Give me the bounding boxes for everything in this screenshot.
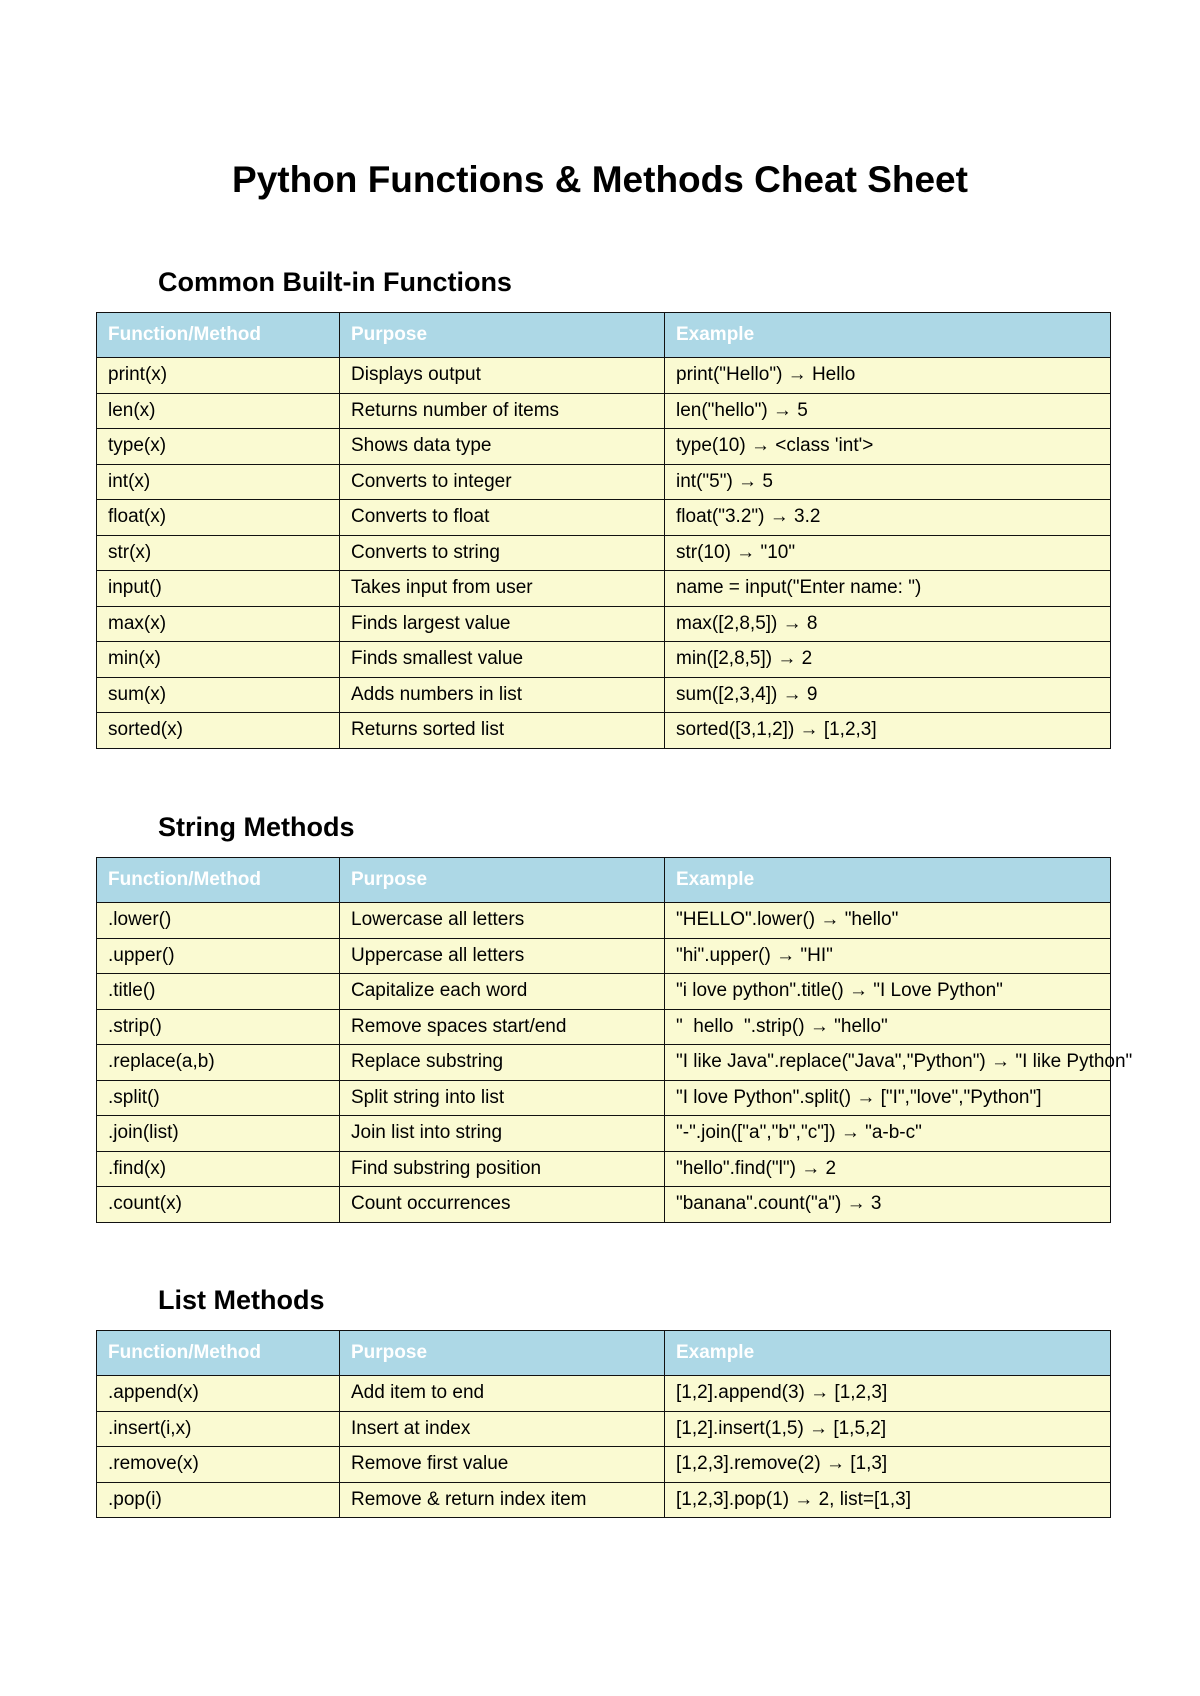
example-cell: sorted([3,1,2]) → [1,2,3]	[665, 713, 1111, 749]
table-row	[97, 677, 1111, 713]
example-cell: name = input("Enter name: ")	[665, 571, 1111, 607]
function-cell: .append(x)	[97, 1376, 340, 1412]
table-row	[97, 974, 1111, 1010]
column-header-example: Example	[665, 1331, 1111, 1376]
table-header-row	[97, 858, 1111, 903]
table-row	[97, 938, 1111, 974]
purpose-cell: Finds largest value	[340, 606, 665, 642]
column-header-example: Example	[665, 858, 1111, 903]
function-cell: .insert(i,x)	[97, 1411, 340, 1447]
example-cell: "I love Python".split() → ["I","love","Python"]	[665, 1080, 1111, 1116]
function-cell: .count(x)	[97, 1187, 340, 1223]
table-row	[97, 535, 1111, 571]
column-header-function: Function/Method	[97, 858, 340, 903]
function-cell: print(x)	[97, 358, 340, 394]
purpose-cell: Count occurrences	[340, 1187, 665, 1223]
purpose-cell: Displays output	[340, 358, 665, 394]
string-methods-table	[96, 857, 1133, 1223]
function-cell: type(x)	[97, 429, 340, 465]
function-cell: min(x)	[97, 642, 340, 678]
section-heading-list-methods: List Methods	[158, 1285, 325, 1315]
table-header-row	[97, 1331, 1111, 1376]
example-cell: "HELLO".lower() → "hello"	[665, 903, 1111, 939]
example-cell: min([2,8,5]) → 2	[665, 642, 1111, 678]
table-row	[97, 1080, 1111, 1116]
example-cell: print("Hello") → Hello	[665, 358, 1111, 394]
table-row	[97, 606, 1111, 642]
function-cell: .split()	[97, 1080, 340, 1116]
table-row	[97, 1411, 1111, 1447]
function-cell: .title()	[97, 974, 340, 1010]
section-heading-built-in-functions: Common Built-in Functions	[158, 267, 512, 297]
example-cell: "hi".upper() → "HI"	[665, 938, 1111, 974]
purpose-cell: Remove spaces start/end	[340, 1009, 665, 1045]
section-heading-string-methods: String Methods	[158, 812, 355, 842]
function-cell: len(x)	[97, 393, 340, 429]
purpose-cell: Converts to string	[340, 535, 665, 571]
example-cell: type(10) → <class 'int'>	[665, 429, 1111, 465]
example-cell: len("hello") → 5	[665, 393, 1111, 429]
function-cell: .remove(x)	[97, 1447, 340, 1483]
purpose-cell: Shows data type	[340, 429, 665, 465]
table-row	[97, 642, 1111, 678]
function-cell: max(x)	[97, 606, 340, 642]
function-cell: float(x)	[97, 500, 340, 536]
function-cell: str(x)	[97, 535, 340, 571]
example-cell: [1,2].append(3) → [1,2,3]	[665, 1376, 1111, 1412]
table-row	[97, 393, 1111, 429]
table-row	[97, 1045, 1111, 1081]
example-cell: int("5") → 5	[665, 464, 1111, 500]
example-cell: "i love python".title() → "I Love Python"	[665, 974, 1111, 1010]
purpose-cell: Join list into string	[340, 1116, 665, 1152]
purpose-cell: Finds smallest value	[340, 642, 665, 678]
example-cell: [1,2].insert(1,5) → [1,5,2]	[665, 1411, 1111, 1447]
purpose-cell: Split string into list	[340, 1080, 665, 1116]
purpose-cell: Add item to end	[340, 1376, 665, 1412]
example-cell: "banana".count("a") → 3	[665, 1187, 1111, 1223]
column-header-function: Function/Method	[97, 313, 340, 358]
example-cell: "I like Java".replace("Java","Python") → "I like Python"	[665, 1045, 1111, 1081]
table-row	[97, 500, 1111, 536]
function-cell: input()	[97, 571, 340, 607]
purpose-cell: Converts to integer	[340, 464, 665, 500]
column-header-purpose: Purpose	[340, 858, 665, 903]
table-row	[97, 571, 1111, 607]
function-cell: .find(x)	[97, 1151, 340, 1187]
purpose-cell: Takes input from user	[340, 571, 665, 607]
table-row	[97, 429, 1111, 465]
example-cell: sum([2,3,4]) → 9	[665, 677, 1111, 713]
function-cell: .upper()	[97, 938, 340, 974]
table-row	[97, 1482, 1111, 1518]
table-row	[97, 1187, 1111, 1223]
table-row	[97, 1376, 1111, 1412]
list-methods-table	[96, 1330, 1111, 1518]
purpose-cell: Remove & return index item	[340, 1482, 665, 1518]
table-row	[97, 1151, 1111, 1187]
example-cell: max([2,8,5]) → 8	[665, 606, 1111, 642]
table-row	[97, 713, 1111, 749]
function-cell: int(x)	[97, 464, 340, 500]
column-header-purpose: Purpose	[340, 1331, 665, 1376]
purpose-cell: Uppercase all letters	[340, 938, 665, 974]
example-cell: float("3.2") → 3.2	[665, 500, 1111, 536]
column-header-example: Example	[665, 313, 1111, 358]
purpose-cell: Remove first value	[340, 1447, 665, 1483]
purpose-cell: Returns number of items	[340, 393, 665, 429]
purpose-cell: Adds numbers in list	[340, 677, 665, 713]
table-header-row	[97, 313, 1111, 358]
function-cell: sum(x)	[97, 677, 340, 713]
table-row	[97, 903, 1111, 939]
function-cell: .pop(i)	[97, 1482, 340, 1518]
function-cell: .strip()	[97, 1009, 340, 1045]
purpose-cell: Converts to float	[340, 500, 665, 536]
purpose-cell: Capitalize each word	[340, 974, 665, 1010]
purpose-cell: Returns sorted list	[340, 713, 665, 749]
purpose-cell: Insert at index	[340, 1411, 665, 1447]
example-cell: " hello ".strip() → "hello"	[665, 1009, 1111, 1045]
function-cell: sorted(x)	[97, 713, 340, 749]
table-row	[97, 1009, 1111, 1045]
column-header-purpose: Purpose	[340, 313, 665, 358]
purpose-cell: Lowercase all letters	[340, 903, 665, 939]
example-cell: str(10) → "10"	[665, 535, 1111, 571]
column-header-function: Function/Method	[97, 1331, 340, 1376]
example-cell: [1,2,3].pop(1) → 2, list=[1,3]	[665, 1482, 1111, 1518]
built-in-functions-table	[96, 312, 1111, 749]
function-cell: .lower()	[97, 903, 340, 939]
table-row	[97, 1447, 1111, 1483]
page-title: Python Functions & Methods Cheat Sheet	[232, 159, 968, 200]
example-cell: "-".join(["a","b","c"]) → "a-b-c"	[665, 1116, 1111, 1152]
purpose-cell: Find substring position	[340, 1151, 665, 1187]
function-cell: .replace(a,b)	[97, 1045, 340, 1081]
example-cell: [1,2,3].remove(2) → [1,3]	[665, 1447, 1111, 1483]
table-row	[97, 464, 1111, 500]
table-row	[97, 358, 1111, 394]
example-cell: "hello".find("l") → 2	[665, 1151, 1111, 1187]
table-row	[97, 1116, 1111, 1152]
purpose-cell: Replace substring	[340, 1045, 665, 1081]
function-cell: .join(list)	[97, 1116, 340, 1152]
